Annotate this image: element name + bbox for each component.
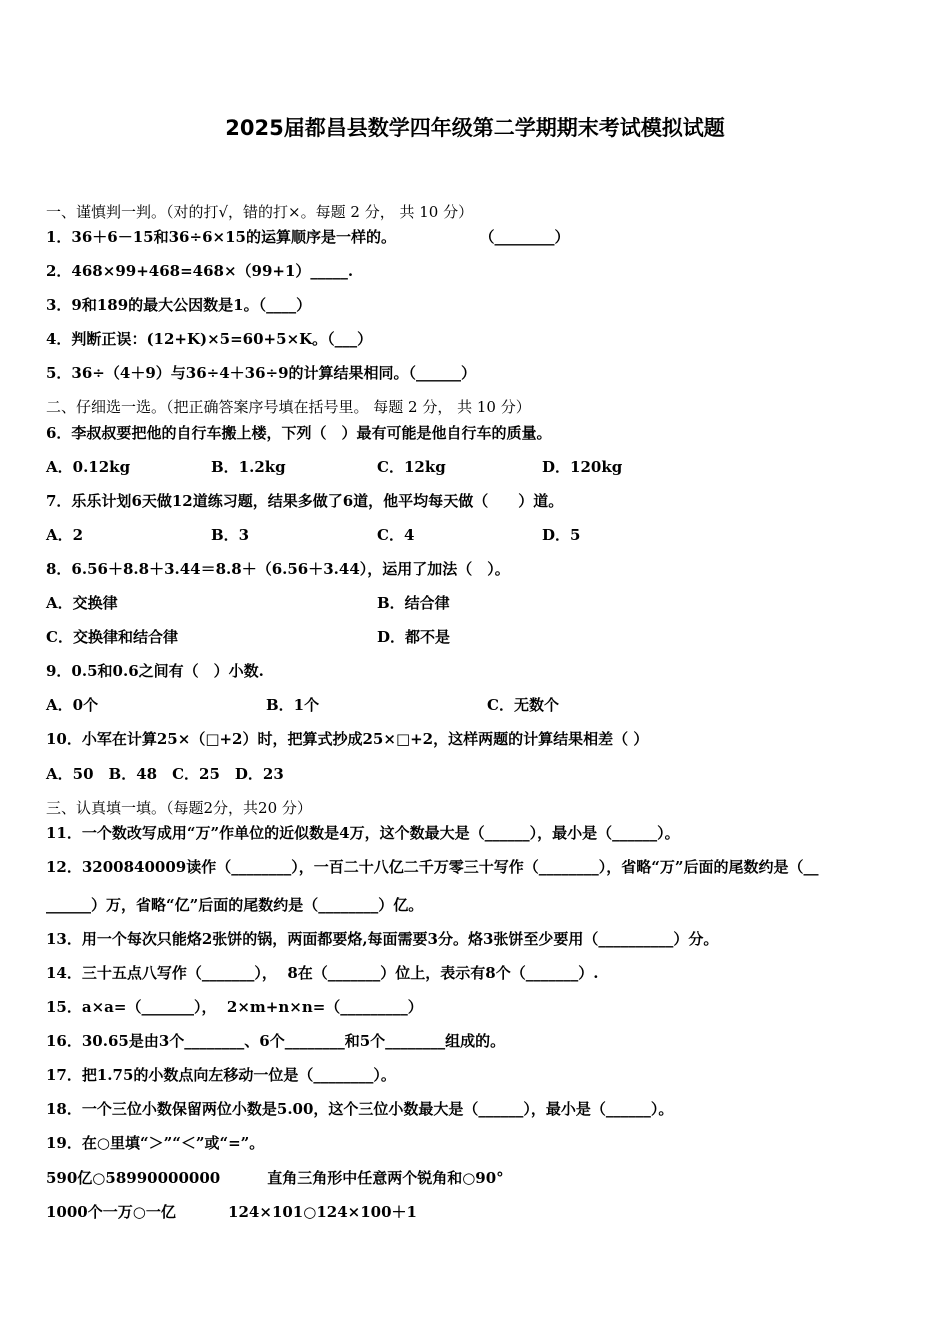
question-11: 11．一个数改写成用“万”作单位的近似数是4万，这个数最大是（______），最小是（______）。 — [46, 824, 680, 842]
question-17: 17．把1.75的小数点向左移动一位是（________）。 — [46, 1066, 396, 1084]
question-16: 16．30.65是由3个________、6个________和5个________组成的。 — [46, 1032, 506, 1050]
question-9-option: A．0个 — [46, 696, 99, 714]
question-19-line-2: 1000个一万○一亿 124×101○124×100＋1 — [46, 1203, 417, 1221]
question-8-option: D．都不是 — [377, 628, 451, 646]
question-2: 2．468×99+468=468×（99+1）_____. — [46, 262, 354, 280]
question-8-option: B．结合律 — [377, 594, 450, 612]
question-12-continued: ______）万，省略“亿”后面的尾数约是（________）亿。 — [46, 896, 424, 914]
question-6-option: A．0.12kg — [46, 458, 131, 476]
question-9-option: C．无数个 — [487, 696, 559, 714]
question-3: 3．9和189的最大公因数是1。（____） — [46, 296, 312, 314]
section-heading-2: 二、仔细选一选。（把正确答案序号填在括号里。 每题 2 分， 共 10 分） — [46, 398, 531, 416]
question-5: 5．36÷（4＋9）与36÷4＋36÷9的计算结果相同。（______） — [46, 364, 477, 382]
question-10-options: A．50 B．48 C．25 D．23 — [46, 765, 284, 783]
question-19-line-1: 590亿○58990000000 直角三角形中任意两个锐角和○90° — [46, 1169, 504, 1187]
question-1: 1．36＋6－15和36÷6×15的运算顺序是一样的。 （________） — [46, 228, 570, 246]
question-19: 19．在○里填“＞”“＜”或“=”。 — [46, 1134, 265, 1152]
question-6-option: C．12kg — [377, 458, 446, 476]
page-title: 2025届都昌县数学四年级第二学期期末考试模拟试题 — [225, 116, 725, 140]
question-7-option: C．4 — [377, 526, 415, 544]
question-8-option: C．交换律和结合律 — [46, 628, 178, 646]
question-7-option: A．2 — [46, 526, 84, 544]
question-4: 4．判断正误：(12+K)×5=60+5×K。（___） — [46, 330, 373, 348]
question-8-option: A．交换律 — [46, 594, 118, 612]
question-15: 15．a×a=（_______）， 2×m+n×n=（_________） — [46, 998, 423, 1016]
question-9: 9．0.5和0.6之间有（ ）小数. — [46, 662, 264, 680]
question-7-option: B．3 — [211, 526, 250, 544]
question-8: 8．6.56＋8.8＋3.44＝8.8＋（6.56＋3.44），运用了加法（ ）。 — [46, 560, 510, 578]
question-6-option: B．1.2kg — [211, 458, 286, 476]
question-7-option: D．5 — [542, 526, 581, 544]
question-9-option: B．1个 — [266, 696, 320, 714]
section-heading-1: 一、谨慎判一判。（对的打√，错的打×。每题 2 分， 共 10 分） — [46, 203, 474, 221]
question-6-option: D．120kg — [542, 458, 623, 476]
question-6: 6．李叔叔要把他的自行车搬上楼，下列（ ）最有可能是他自行车的质量。 — [46, 424, 552, 442]
question-14: 14．三十五点八写作（_______）， 8在（_______）位上，表示有8个（_______）. — [46, 964, 599, 982]
question-13: 13．用一个每次只能烙2张饼的锅，两面都要烙,每面需要3分。烙3张饼至少要用（__________）分。 — [46, 930, 719, 948]
question-18: 18．一个三位小数保留两位小数是5.00，这个三位小数最大是（______），最小是（______）。 — [46, 1100, 674, 1118]
question-7: 7．乐乐计划6天做12道练习题，结果多做了6道，他平均每天做（ ）道。 — [46, 492, 564, 510]
question-10: 10．小军在计算25×（□+2）时，把算式抄成25×□+2，这样两题的计算结果相差（ ） — [46, 730, 649, 748]
question-12: 12．3200840009读作（________），一百二十八亿二千万零三十写作（________），省略“万”后面的尾数约是（__ — [46, 858, 819, 876]
section-heading-3: 三、认真填一填。（每题2分，共20 分） — [46, 799, 312, 817]
